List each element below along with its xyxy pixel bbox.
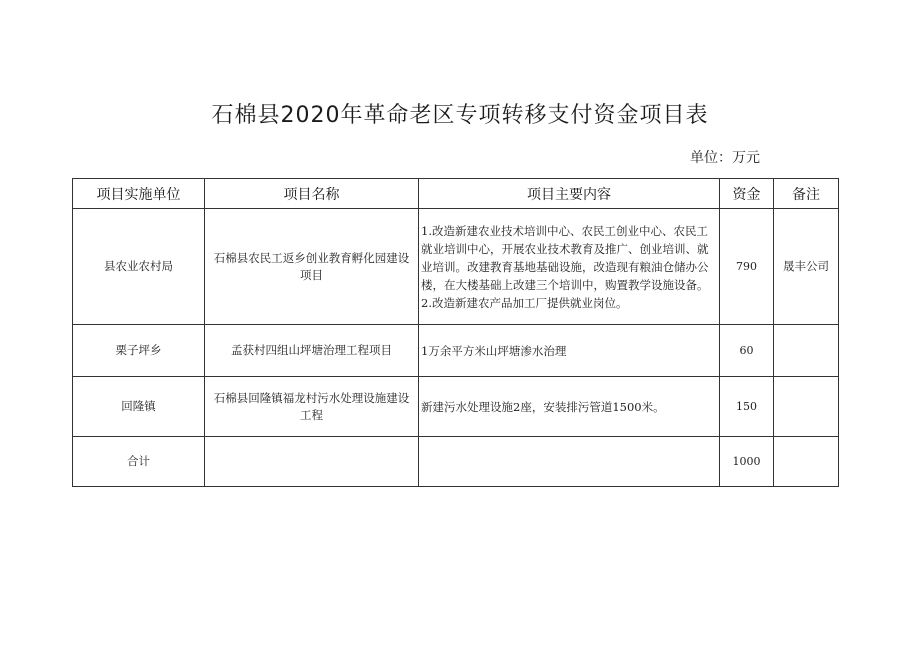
- header-note: 备注: [774, 179, 839, 209]
- row-funds: 60: [720, 325, 774, 377]
- table-row: [73, 209, 839, 325]
- row-unit: 县农业农村局: [73, 209, 205, 325]
- header-project-name: 项目名称: [205, 179, 419, 209]
- header-unit: 项目实施单位: [73, 179, 205, 209]
- row-project-name: 石棉县回隆镇福龙村污水处理设施建设工程: [205, 377, 419, 437]
- row-note: [774, 377, 839, 437]
- header-content: 项目主要内容: [419, 179, 720, 209]
- page-title: 石棉县2020年革命老区专项转移支付资金项目表: [211, 103, 709, 128]
- row-funds: 790: [720, 209, 774, 325]
- row-funds: 1000: [720, 437, 774, 487]
- row-unit: 回隆镇: [73, 377, 205, 437]
- row-unit: 合计: [73, 437, 205, 487]
- row-project-name: 石棉县农民工返乡创业教育孵化园建设项目: [205, 209, 419, 325]
- row-unit: 栗子坪乡: [73, 325, 205, 377]
- table-row-total: [73, 437, 839, 487]
- content-item: 1万余平方米山坪塘渗水治理: [421, 343, 567, 358]
- content-item: 2.改造新建农产品加工厂提供就业岗位。: [421, 295, 628, 310]
- row-funds: 150: [720, 377, 774, 437]
- row-note: [774, 437, 839, 487]
- unit-label: 单位：万元: [690, 150, 760, 166]
- funding-table: [72, 178, 839, 487]
- row-note: [774, 325, 839, 377]
- content-item: 新建污水处理设施2座，安装排污管道1500米。: [421, 399, 665, 414]
- content-item: 1.改造新建农业技术培训中心、农民工创业中心、农民工就业培训中心，开展农业技术教育及推广、创业培训、就业培训。改建教育基地基础设施，改造现有粮油仓储办公楼，在大楼基础上改建三个培训中，购置教学设施设备。: [421, 223, 709, 292]
- row-content: [419, 377, 720, 437]
- header-funds: 资金: [720, 179, 774, 209]
- row-note: 晟丰公司: [774, 209, 839, 325]
- table-header-row: [73, 179, 839, 209]
- table-row: [73, 377, 839, 437]
- row-project-name: [205, 437, 419, 487]
- row-project-name: 孟获村四组山坪塘治理工程项目: [205, 325, 419, 377]
- table-row: [73, 325, 839, 377]
- row-content: [419, 437, 720, 487]
- row-content: [419, 209, 720, 325]
- row-content: [419, 325, 720, 377]
